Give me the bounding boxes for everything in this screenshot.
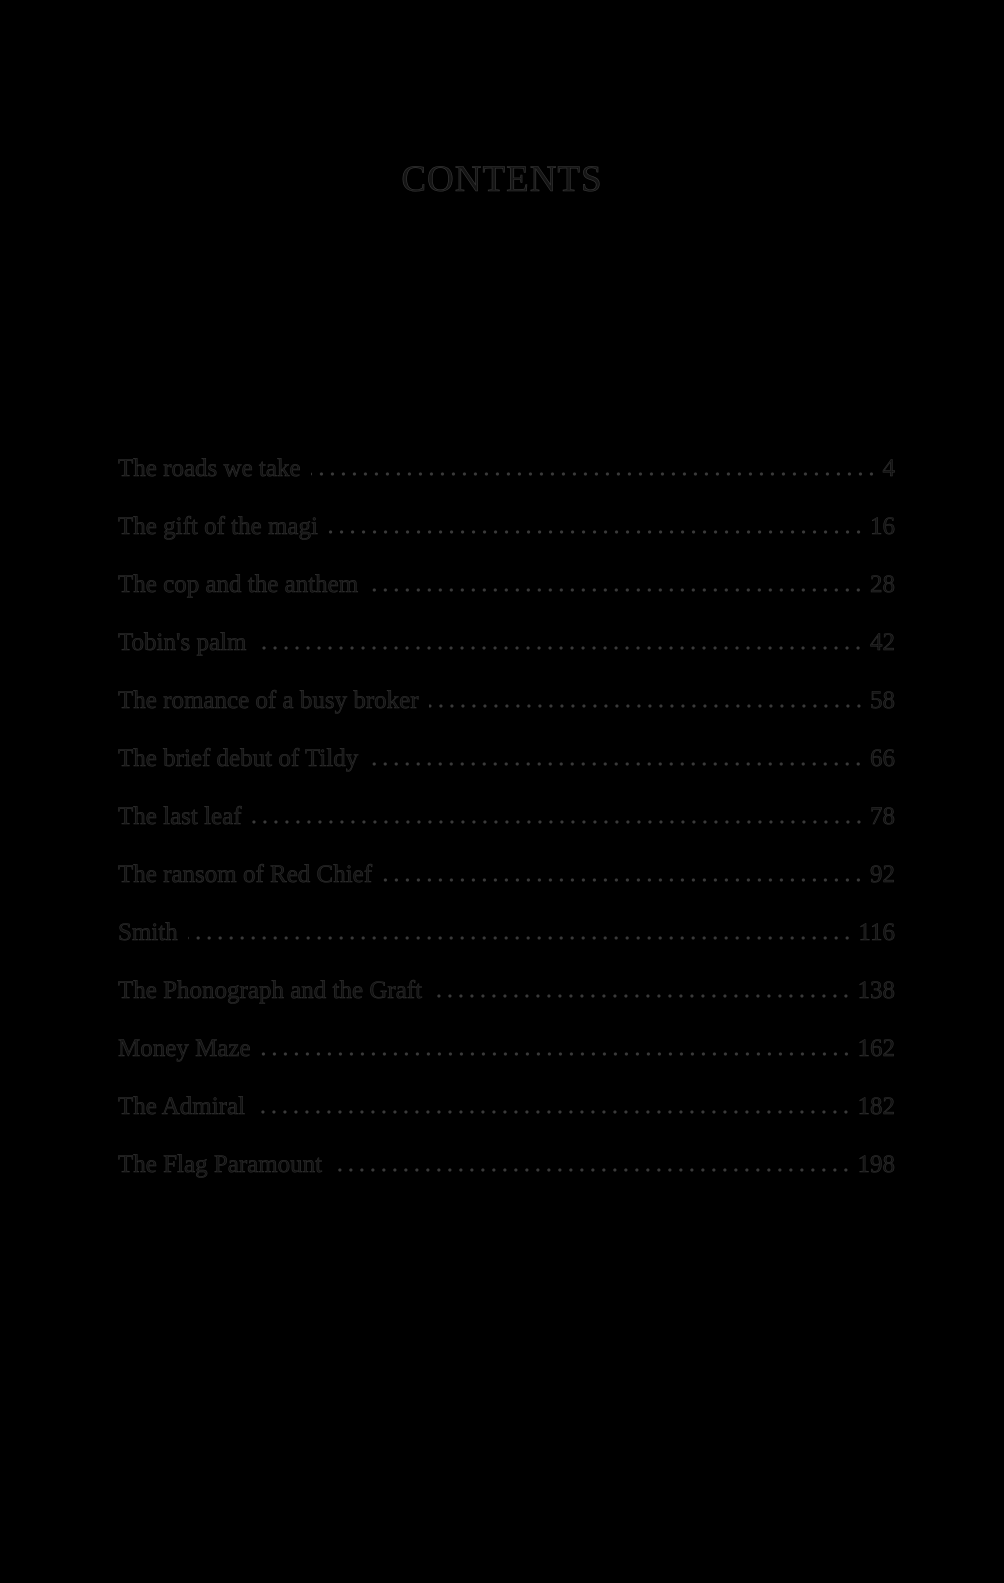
toc-entry[interactable] [118,977,895,1035]
toc-entry-page: 78 [870,803,895,830]
toc-leader-dots [256,646,864,650]
toc-entry-page: 138 [857,977,895,1004]
toc-leader-dots [368,762,864,766]
toc-entry[interactable] [118,687,895,745]
toc-leader-dots [311,472,877,476]
toc-entry[interactable] [118,1093,895,1151]
toc-entry-page: 16 [870,513,895,540]
toc-entry-page: 116 [858,919,895,946]
toc-leader-dots [255,1110,851,1114]
toc-entry-title: Smith [118,919,178,946]
toc-entry-title: Tobin's palm [118,629,247,656]
page-title: CONTENTS [401,159,603,200]
toc-entry-title: The Phonograph and the Graft [118,977,423,1004]
toc-leader-dots [368,588,864,592]
toc-entry-title: The Flag Paramount [118,1151,323,1178]
toc-entry-page: 66 [870,745,895,772]
toc-leader-dots [429,704,864,708]
toc-leader-dots [382,878,864,882]
toc-entry[interactable] [118,1035,895,1093]
toc-entry-title: The cop and the anthem [118,571,359,598]
toc-entry[interactable] [118,919,895,977]
toc-entry-page: 182 [857,1093,895,1120]
toc-leader-dots [432,994,851,998]
toc-entry-page: 162 [857,1035,895,1062]
toc-leader-dots [188,936,853,940]
toc-entry[interactable] [118,1151,895,1209]
toc-entry-title: Money Maze [118,1035,251,1062]
toc-leader-dots [328,530,864,534]
table-of-contents [118,455,895,1209]
toc-entry[interactable] [118,803,895,861]
toc-entry[interactable] [118,861,895,919]
toc-entry-title: The gift of the magi [118,513,318,540]
toc-entry-title: The brief debut of Tildy [118,745,359,772]
toc-entry[interactable] [118,571,895,629]
toc-entry-page: 198 [857,1151,895,1178]
toc-entry-title: The Admiral [118,1093,246,1120]
toc-entry-page: 28 [870,571,895,598]
toc-entry-title: The roads we take [118,455,301,482]
toc-entry-title: The last leaf [118,803,242,830]
toc-entry-page: 58 [870,687,895,714]
toc-entry-page: 42 [870,629,895,656]
toc-entry-title: The ransom of Red Chief [118,861,373,888]
toc-entry[interactable] [118,513,895,571]
toc-leader-dots [332,1168,851,1172]
toc-entry-page: 4 [882,455,895,482]
toc-entry-title: The romance of a busy broker [118,687,419,714]
toc-entry[interactable] [118,629,895,687]
toc-leader-dots [252,820,864,824]
toc-entry[interactable] [118,455,895,513]
toc-leader-dots [261,1052,852,1056]
toc-entry-page: 92 [870,861,895,888]
toc-entry[interactable] [118,745,895,803]
